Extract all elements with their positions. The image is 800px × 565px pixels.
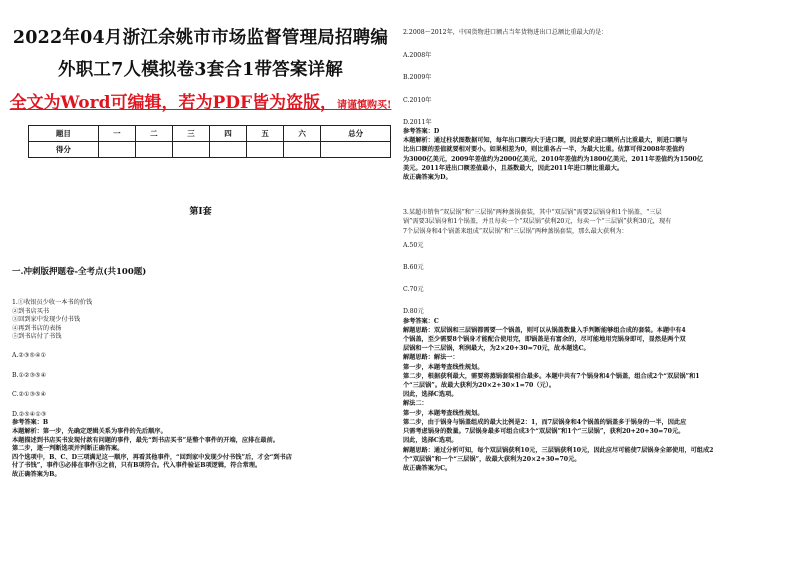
left-column bbox=[8, 22, 393, 480]
score-header-cell: 题目 bbox=[29, 126, 99, 142]
q3-stem-line: 7个层锅身和4个锅盖来组成“双层锅”和“三层锅”两种蒸锅套装，那么最大获利为： bbox=[403, 227, 628, 235]
q3-explanation-line: 解题思路：解法一： bbox=[403, 354, 459, 362]
q3-explanation-line: 解题思路：双层锅和三层锅都需要一个锅盖，则可以从锅盖数量入手判断能够组合成的套装。本题中有4 bbox=[403, 326, 686, 334]
q1-answer: 参考答案：B bbox=[12, 419, 49, 427]
q3-option: B.60元 bbox=[403, 264, 424, 272]
q1-option: A.②③⑤④① bbox=[12, 351, 47, 359]
question-3 bbox=[403, 208, 795, 473]
q1-explanation-line: 本题描述到书店买书发现付款有问题的事件，最先“到书店买书”是整个事件的开端，应排在最前。 bbox=[12, 436, 279, 444]
document-title-line1: 2022年04月浙江余姚市市场监督管理局招聘编 bbox=[12, 28, 389, 48]
q1-option: C.②①③⑤④ bbox=[12, 391, 47, 399]
q3-option: D.80元 bbox=[403, 308, 424, 316]
score-table-header bbox=[29, 126, 391, 142]
score-header-cell: 四 bbox=[209, 126, 246, 142]
score-cell bbox=[135, 142, 172, 158]
score-cell bbox=[172, 142, 209, 158]
q2-stem: 2.2008～2012年，中国货物进口额占当年货物进出口总额比重最大的是： bbox=[403, 29, 608, 36]
promo-text: 全文为Word可编辑，若为PDF皆为盗版， bbox=[9, 93, 338, 113]
promo-note: 请谨慎购买! bbox=[337, 100, 392, 111]
q1-explanation-line: 付了书钱”，事件⑤必排在事件③之前，只有B项符合。代入事件验证B项逻辑，符合常理。 bbox=[12, 462, 262, 470]
set-title: 第I套 bbox=[189, 207, 212, 217]
question-1 bbox=[12, 299, 393, 480]
question-2 bbox=[403, 28, 795, 182]
q2-option: B.2009年 bbox=[403, 74, 432, 82]
q3-explanation-line: 个“三层锅”。故最大获利为20×2+30×1=70（元）。 bbox=[403, 382, 556, 390]
q2-option: D.2011年 bbox=[403, 118, 432, 126]
q1-stem-line: ④再到书店的表扬 bbox=[12, 324, 62, 332]
q2-explanation-line: 本题解析：通过柱状图数据可知，每年出口额均大于进口额，因此要求进口额所占比重最大，则进口额与 bbox=[403, 137, 688, 145]
score-cell bbox=[284, 142, 321, 158]
q3-explanation-line: 第一步，本题考查线性规划。 bbox=[403, 409, 484, 417]
q3-option: A.50元 bbox=[403, 241, 424, 249]
q1-explanation-line: 故正确答案为B。 bbox=[12, 470, 61, 478]
score-cell bbox=[247, 142, 284, 158]
score-row-label: 得分 bbox=[29, 142, 99, 158]
q2-explanation-line: 故正确答案为D。 bbox=[403, 174, 452, 182]
q2-explanation-line: 美元。2011年进出口额差值最小，且基数最大，因此2011年进口额比重最大。 bbox=[403, 164, 624, 172]
right-column bbox=[403, 28, 795, 473]
q3-explanation-line: 第一步，本题考查线性规划。 bbox=[403, 363, 484, 371]
score-header-cell: 二 bbox=[135, 126, 172, 142]
q2-option: C.2010年 bbox=[403, 96, 432, 104]
q2-explanation-line: 比出口额的差值就要相对要小。如果相差为0，则比重各占一半，为最大比重。估算可得2008年差值约 bbox=[403, 146, 685, 154]
q3-explanation-line: 第二步，由于锅身与锅盖组成的最大比例是2：1，而7层锅身和4个锅盖的锅盖多于锅身的一半，因此应 bbox=[403, 418, 687, 426]
q3-explanation-line: 个“双层锅”和一个“三层锅”，故最大获利为20×2+30=70元。 bbox=[403, 455, 581, 463]
q3-option: C.70元 bbox=[403, 286, 424, 294]
q3-stem-line: 3.某超市销售“双层锅”和“三层锅”两种蒸锅套装，其中“双层锅”需要2层锅身和1个锅盖，“三层 bbox=[403, 209, 662, 217]
q1-explanation-line: 四个选项中，B、C、D三项满足这一顺序，再看其他事件，“回到家中发现少付书钱”后，才会“到书店 bbox=[12, 453, 292, 461]
q3-explanation-line: 层锅和一个三层锅，利润最大，为2×20+30=70元，故本题选C。 bbox=[403, 345, 590, 353]
score-header-cell: 总分 bbox=[321, 126, 391, 142]
q3-explanation-line: 只需考虑锅身的数量。7层锅身最多可组合成3个“双层锅”和1个“三层锅”，获利20+20+30=70元。 bbox=[403, 428, 685, 436]
q1-stem-line: ⑤到书店付了书钱 bbox=[12, 333, 62, 341]
score-table-row bbox=[29, 142, 391, 158]
q3-explanation-line: 第二步，根据获利最大，需要将蒸锅套装相合最多。本题中共有7个锅身和4个锅盖，组合成2个“双层锅”和1 bbox=[403, 372, 700, 380]
q1-stem-line: 1.①收银员少收一本书的价钱 bbox=[12, 299, 93, 306]
document-title-line2: 外职工7人模拟卷3套合1带答案详解 bbox=[58, 60, 343, 80]
q2-answer: 参考答案：D bbox=[403, 128, 440, 136]
q1-option: B.①②③⑤④ bbox=[12, 371, 47, 379]
score-cell bbox=[98, 142, 135, 158]
q1-option: D.②⑤④①③ bbox=[12, 410, 47, 418]
q1-stem-line: ②到书店买书 bbox=[12, 307, 50, 315]
score-table bbox=[28, 125, 391, 158]
q3-explanation-line: 故正确答案为C。 bbox=[403, 464, 452, 472]
q3-explanation-line: 解法二： bbox=[403, 400, 428, 408]
score-cell bbox=[321, 142, 391, 158]
score-header-cell: 五 bbox=[247, 126, 284, 142]
score-header-cell: 六 bbox=[284, 126, 321, 142]
q3-stem-line: 锅”需要3层锅身和1个锅盖，并且每卖一个“双层锅”获利20元，每卖一个“三层锅”获利30元，现有 bbox=[403, 218, 672, 226]
q2-explanation-line: 为3000亿美元，2009年差值约为2000亿美元，2010年差值约为1800亿美元，2011年差值约为1500亿 bbox=[403, 155, 703, 163]
q2-option: A.2008年 bbox=[403, 52, 432, 60]
q3-answer: 参考答案：C bbox=[403, 317, 439, 325]
q3-explanation-line: 个锅盖，至少需要8个锅身才能配合使用完，即锅盖是有富余的，尽可能地用完锅身即可，显然是两个双 bbox=[403, 336, 686, 344]
q3-explanation-line: 因此，选择C选项。 bbox=[403, 437, 458, 445]
promo-banner bbox=[8, 88, 393, 113]
q1-stem-line: ③回到家中发现少付书钱 bbox=[12, 316, 81, 324]
q1-explanation-line: 第二步，逐一判断选项并判断正确答案。 bbox=[12, 445, 124, 453]
score-header-cell: 一 bbox=[98, 126, 135, 142]
score-header-cell: 三 bbox=[172, 126, 209, 142]
score-cell bbox=[209, 142, 246, 158]
q3-explanation-line: 因此，选择C选项。 bbox=[403, 391, 458, 399]
q3-explanation-line: 解题思路：通过分析可知，每个双层锅获利10元，三层锅获利10元，因此应尽可能使7层锅身全部使用，可组成2 bbox=[403, 446, 714, 454]
q1-explanation-line: 本题解析：第一步，先确定逻辑关系为事件的先后顺序。 bbox=[12, 427, 167, 435]
section-title: 一.冲刺版押题卷-全考点(共100题) bbox=[12, 267, 147, 277]
